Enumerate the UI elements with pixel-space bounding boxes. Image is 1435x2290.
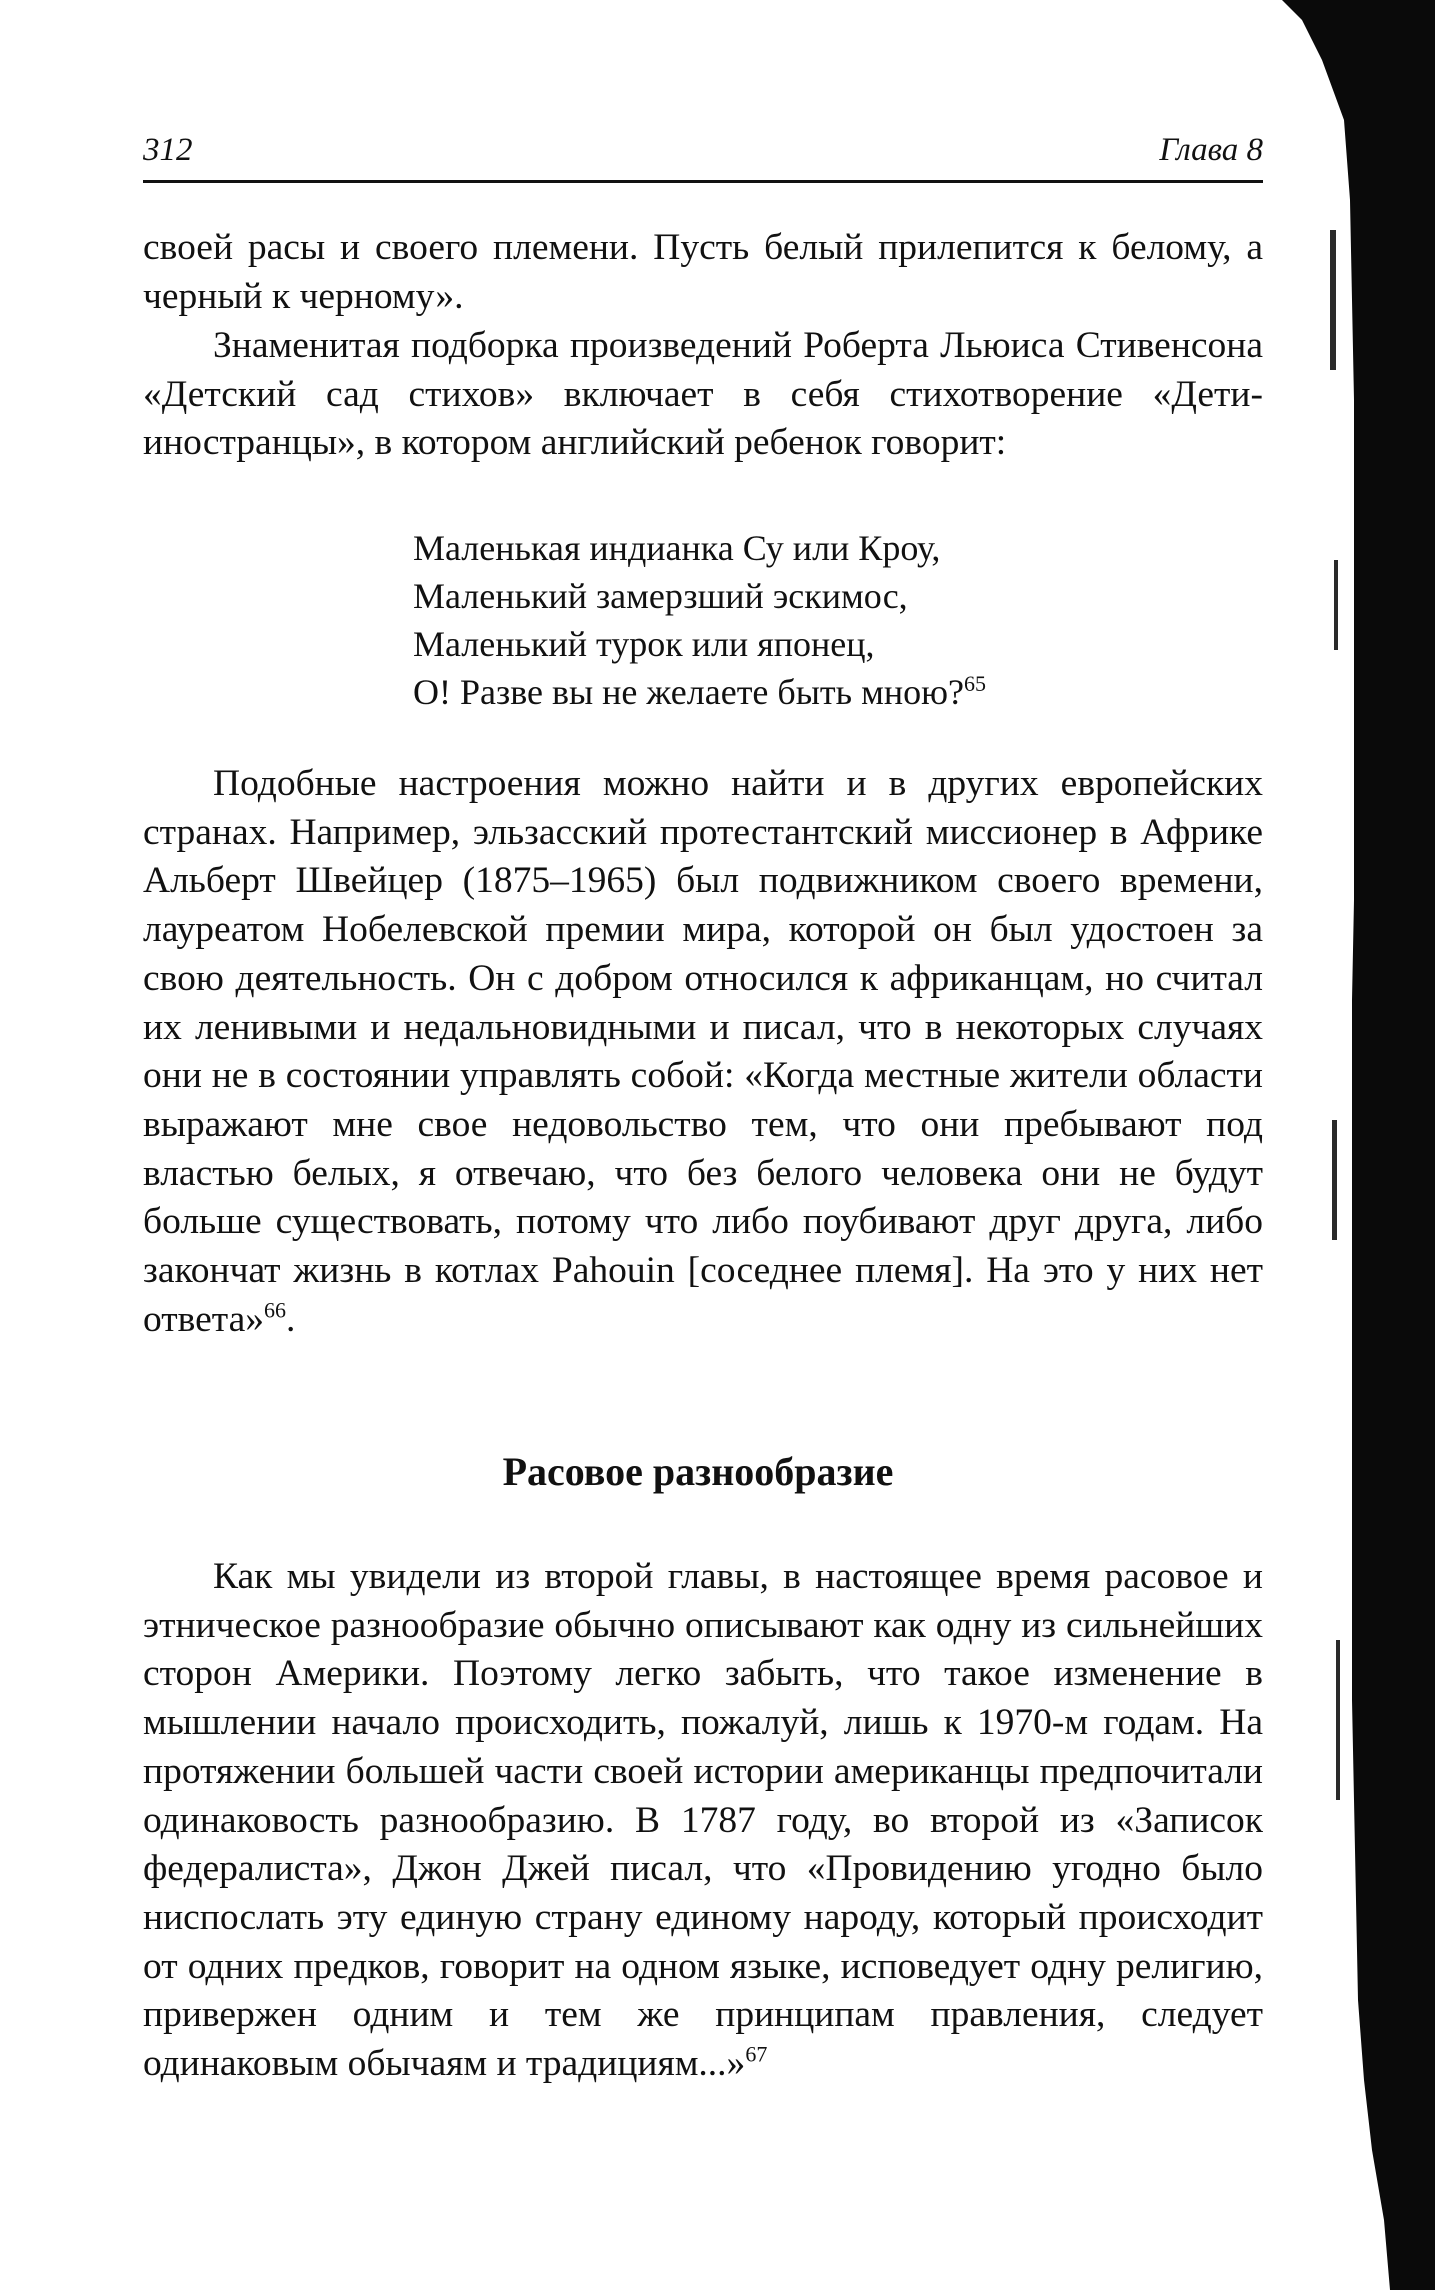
paragraph-stevenson: Знаменитая подборка произведений Роберта Льюиса Стивенсона «Детский сад стихов» включает в себя стихотворение «Дети-иностранцы», в котором английский ребенок говорит: [143, 325, 1263, 464]
footnote-ref: 66 [264, 1297, 287, 1323]
poem-line: Маленькая индианка Су или Кроу, [413, 528, 941, 568]
section-heading: Расовое разнообразие [502, 1449, 894, 1494]
page-number: 312 [143, 132, 193, 168]
running-header [143, 130, 1263, 176]
poem-line: Маленький турок или японец, [413, 624, 875, 664]
poem-line: Маленький замерзший эскимос, [413, 576, 908, 616]
paragraph-diversity [143, 1553, 1263, 2089]
poem-quote [413, 524, 986, 716]
header-rule [143, 180, 1263, 183]
paragraph-schweitzer [143, 760, 1263, 1344]
footnote-ref: 65 [964, 671, 986, 696]
paragraph-text: Как мы увидели из второй главы, в настоящее время расовое и этническое разнообразие обычно описывают как одну из сильнейших сторон Америки. Поэтому легко забыть, что такое изменение в мышлении начало происходить, пожалуй, лишь к 1970-м годам. На протяжении большей части своей истории американцы предпочитали одинаковость разнообразию. В 1787 году, во второй из «Записок федералиста», Джон Джей писал, что «Провидению угодно было ниспослать эту единую страну единому народу, который происходит от одних предков, говорит на одном языке, исповедует одну религию, привержен одним и тем же принципам правления, следует одинаковым обычаям и традициям...» [143, 1556, 1263, 2085]
paragraph-end: . [286, 1298, 296, 1340]
poem-line-text: О! Разве вы не желаете быть мною? [413, 672, 964, 712]
chapter-label: Глава 8 [1159, 132, 1263, 168]
paragraph-continuation: своей расы и своего племени. Пусть белый прилепится к белому, а черный к черному». [143, 227, 1263, 317]
scan-shadow [1272, 0, 1435, 2290]
poem-line [413, 668, 986, 716]
paragraph-text: Подобные настроения можно найти и в других европейских странах. Например, эльзасский протестантский миссионер в Африке Альберт Швейцер (1875–1965) был подвижником своего времени, лауреатом Нобелевской премии мира, которой он был удостоен за свою деятельность. Он с добром относился к африканцам, но считал их ленивыми и недальновидными и писал, что в некоторых случаях они не в состоянии управлять собой: «Когда местные жители области выражают мне свое недовольство тем, что они пребывают под властью белых, я отвечаю, что без белого человека они не будут больше существовать, потому что либо поубивают друг друга, либо закончат жизнь в котлах Pahouin [соседнее племя]. На это у них нет ответа» [143, 763, 1263, 1340]
footnote-ref: 67 [745, 2041, 768, 2067]
